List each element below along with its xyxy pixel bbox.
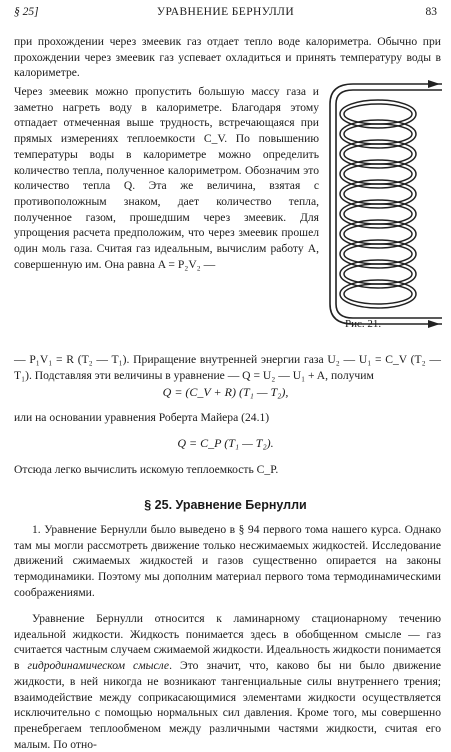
arrow-out-icon <box>428 80 440 88</box>
s2-text-b: . Это значит, что, каково бы ни было движение жидкости, в ней никогда не возникают тангенциальные силы внутреннего трения; взаимодействие между соприкасающимися элементами жидкости осуществляется исключительно с помощью нормальных сил давления. Кроме того, мы совершенно пренебрегаем теплообменом между различными частями жидкости, считая его малым. По отно- <box>14 659 442 751</box>
coil-figure <box>318 74 442 334</box>
s2-italic: гидродинамическом смысле <box>27 659 170 673</box>
paragraph-wrapped: Через змеевик можно пропустить большую массу газа и заметно нагреть воду в калориметре. Благодаря этому отпадает отмеченная выше трудность, встречающаяся при прямых измерениях теплоемкости C_V. По повышению температуры воды в калориметре можно определить количество тепла, полученное калориметром. Обозначим это количество тепла Q. Эта же величина, взятая с противоположным знаком, дает количество тепла, полученное газом, прошедшим через змеевик. Для упрощения расчета предположим, что через змеевик прошел один моль газа. Считая газ идеальным, вычислим работу A, совершенную им. Она равна A = P₂V₂ — <box>14 85 319 271</box>
coil-loop <box>344 144 412 164</box>
s2-text-a: Уравнение Бернулли относится к ламинарному стационарному течению идеальной жидкости. Жидкость понимается здесь в обобщенном смысле — газ считается частным случаем сжимаемой жидкости. Идеальность жидкости понимается в <box>14 612 441 673</box>
equation-2: Q = C_P (T₁ — T₂). <box>177 436 274 450</box>
header-section: § 25] <box>14 6 39 18</box>
running-header <box>14 6 437 22</box>
paragraph-top: при прохождении через змеевик газ отдает тепло воде калориметра. Обычно при прохождении через змеевик газ успевает охладиться и принять температуру воды в калориметре. <box>14 35 441 80</box>
section-paragraph-2 <box>14 611 441 752</box>
page-number: 83 <box>425 6 437 18</box>
coil-loop <box>344 204 412 224</box>
text-conclusion: Отсюда легко вычислить искомую теплоемкость C_P. <box>14 463 279 476</box>
coil-loop <box>344 224 412 244</box>
coil-loop <box>344 184 412 204</box>
paragraph-continued: — P₁V₁ = R (T₂ — T₁). Приращение внутренней энергии газа U₂ — U₁ = C_V (T₂ — T₁). Подставляя эти величины в уравнение — Q = U₂ — U₁ + A, получим <box>14 353 441 382</box>
section-title: § 25. Уравнение Бернулли <box>144 498 307 512</box>
coil-loop <box>344 164 412 184</box>
coil-loop <box>344 104 412 124</box>
arrow-in-icon <box>428 320 440 328</box>
coil-loop <box>344 284 412 304</box>
coil-loop <box>344 264 412 284</box>
header-title: УРАВНЕНИЕ БЕРНУЛЛИ <box>156 6 295 18</box>
coil-loop <box>344 124 412 144</box>
section-paragraph-1: 1. Уравнение Бернулли было выведено в § 94 первого тома нашего курса. Однако там мы могли рассмотреть движение только несжимаемых жидкостей. Исследование движений сжимаемых жидкостей и газов существенно опирается на законы термодинамики. Поэтому мы дополним материал первого тома термодинамическими соображениями. <box>14 523 441 599</box>
equation-1: Q = (C_V + R) (T₁ — T₂), <box>162 385 289 399</box>
text-mayer: или на основании уравнения Роберта Майера (24.1) <box>14 411 270 424</box>
figure-caption: Рис. 21. <box>345 318 382 330</box>
coil-loop <box>344 244 412 264</box>
